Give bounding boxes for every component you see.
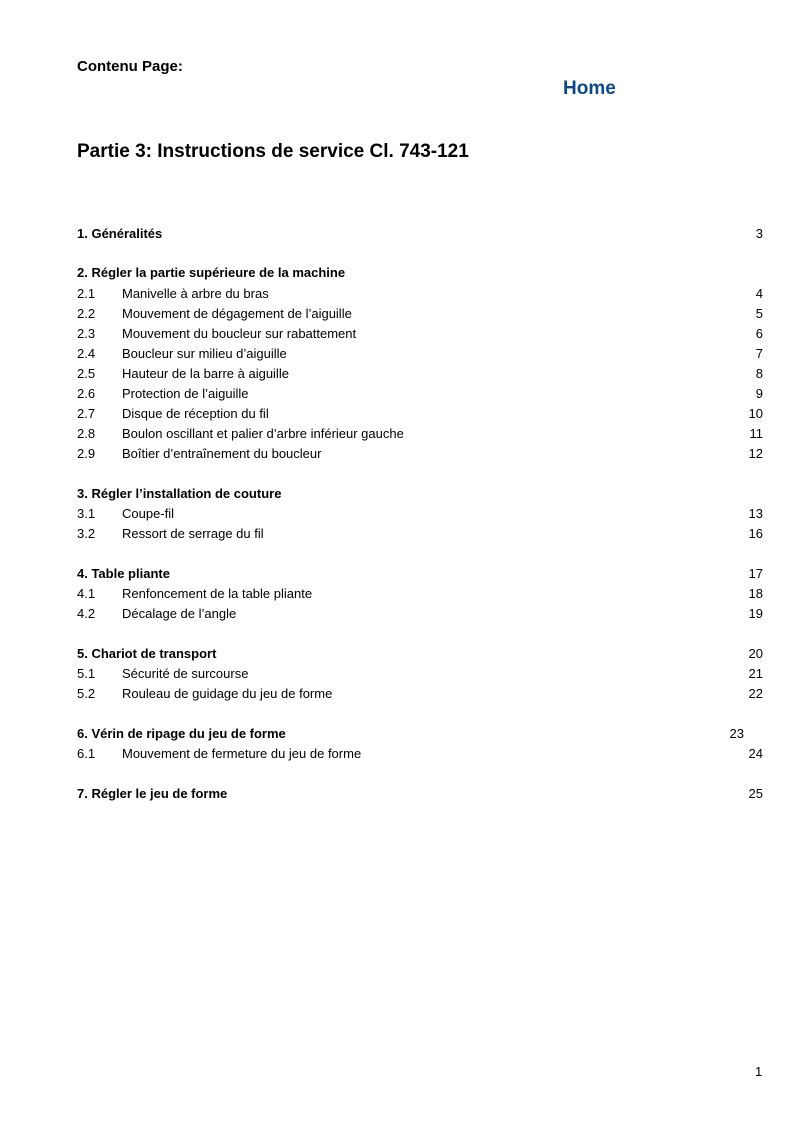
home-link[interactable]: Home [563, 78, 616, 99]
toc-entry-number: 6.1 [77, 746, 101, 761]
toc-page-number: 25 [748, 786, 763, 801]
page-title: Partie 3: Instructions de service Cl. 743-121 [77, 141, 469, 162]
toc-entry-3-2[interactable] [77, 526, 763, 546]
toc-entry-label: Décalage de l’angle [122, 606, 242, 621]
toc-entry-2-1[interactable] [77, 286, 763, 306]
toc-page-number: 19 [748, 606, 763, 621]
toc-entry-number: 2.4 [77, 346, 101, 361]
toc-entry-2-3[interactable] [77, 326, 763, 346]
toc-page-number: 16 [748, 526, 763, 541]
toc-page-number: 3 [755, 226, 763, 241]
toc-entry-label: Renfoncement de la table pliante [122, 586, 318, 601]
toc-section-5[interactable] [77, 646, 763, 666]
toc-entry-2-4[interactable] [77, 346, 763, 366]
toc-page-number: 8 [755, 366, 763, 381]
toc-entry-number: 4.2 [77, 606, 101, 621]
toc-section-2[interactable]: 2. Régler la partie supérieure de la machine [77, 265, 346, 280]
toc-entry-number: 4.1 [77, 586, 101, 601]
toc-entry-4-1[interactable] [77, 586, 763, 606]
toc-entry-2-7[interactable] [77, 406, 763, 426]
toc-page-number: 11 [749, 426, 763, 441]
toc-section-4[interactable] [77, 566, 763, 586]
toc-page-number: 9 [755, 386, 763, 401]
toc-entry-label: Boulon oscillant et palier d’arbre inférieur gauche [122, 426, 410, 441]
toc-section-3[interactable]: 3. Régler l’installation de couture [77, 486, 282, 501]
toc-entry-2-6[interactable] [77, 386, 763, 406]
toc-section-title: 1. Généralités [77, 226, 168, 241]
toc-section-6[interactable] [77, 726, 744, 746]
toc-entry-label: Manivelle à arbre du bras [122, 286, 275, 301]
toc-page-number: 12 [748, 446, 763, 461]
toc-entry-label: Mouvement de dégagement de l’aiguille [122, 306, 358, 321]
toc-entry-number: 2.2 [77, 306, 101, 321]
toc-page-number: 13 [748, 506, 763, 521]
toc-entry-2-8[interactable] [77, 426, 763, 446]
toc-entry-number: 2.8 [77, 426, 101, 441]
toc-page-number: 4 [755, 286, 763, 301]
toc-entry-number: 2.6 [77, 386, 101, 401]
toc-entry-label: Disque de réception du fil [122, 406, 275, 421]
toc-page-number: 21 [748, 666, 763, 681]
toc-section-7[interactable] [77, 786, 763, 806]
toc-entry-label: Protection de l’aiguille [122, 386, 254, 401]
toc-section-title: 4. Table pliante [77, 566, 176, 581]
toc-entry-number: 2.7 [77, 406, 101, 421]
toc-entry-number: 3.2 [77, 526, 101, 541]
toc-page-number: 10 [748, 406, 763, 421]
toc-entry-label: Boucleur sur milieu d’aiguille [122, 346, 293, 361]
toc-entry-number: 2.5 [77, 366, 101, 381]
toc-entry-number: 5.2 [77, 686, 101, 701]
toc-entry-label: Sécurité de surcourse [122, 666, 254, 681]
page-number: 1 [755, 1064, 763, 1079]
toc-page-number: 23 [729, 726, 744, 741]
toc-page-number: 6 [755, 326, 763, 341]
toc-entry-3-1[interactable] [77, 506, 763, 526]
toc-entry-label: Rouleau de guidage du jeu de forme [122, 686, 338, 701]
toc-entry-number: 2.1 [77, 286, 101, 301]
toc-page-number: 24 [748, 746, 763, 761]
toc-section-title: 6. Vérin de ripage du jeu de forme [77, 726, 292, 741]
toc-entry-number: 3.1 [77, 506, 101, 521]
toc-page-number: 18 [748, 586, 763, 601]
toc-entry-label: Mouvement de fermeture du jeu de forme [122, 746, 367, 761]
toc-entry-number: 2.9 [77, 446, 101, 461]
toc-entry-2-9[interactable] [77, 446, 763, 466]
toc-entry-number: 5.1 [77, 666, 101, 681]
toc-section-1[interactable] [77, 226, 763, 246]
toc-entry-label: Coupe-fil [122, 506, 180, 521]
toc-page-number: 20 [748, 646, 763, 661]
toc-entry-5-1[interactable] [77, 666, 763, 686]
toc-page-number: 7 [755, 346, 763, 361]
toc-entry-number: 2.3 [77, 326, 101, 341]
toc-entry-label: Hauteur de la barre à aiguille [122, 366, 295, 381]
toc-entry-label: Ressort de serrage du fil [122, 526, 270, 541]
toc-entry-5-2[interactable] [77, 686, 763, 706]
toc-page-number: 17 [748, 566, 763, 581]
content-page-label: Contenu Page: [77, 58, 183, 75]
toc-entry-2-5[interactable] [77, 366, 763, 386]
toc-entry-label: Mouvement du boucleur sur rabattement [122, 326, 362, 341]
toc-section-title: 7. Régler le jeu de forme [77, 786, 233, 801]
toc-entry-4-2[interactable] [77, 606, 763, 626]
toc-entry-6-1[interactable] [77, 746, 763, 766]
toc-page-number: 5 [755, 306, 763, 321]
toc-entry-label: Boîtier d’entraînement du boucleur [122, 446, 327, 461]
toc-entry-2-2[interactable] [77, 306, 763, 326]
toc-section-title: 5. Chariot de transport [77, 646, 222, 661]
toc-page-number: 22 [748, 686, 763, 701]
